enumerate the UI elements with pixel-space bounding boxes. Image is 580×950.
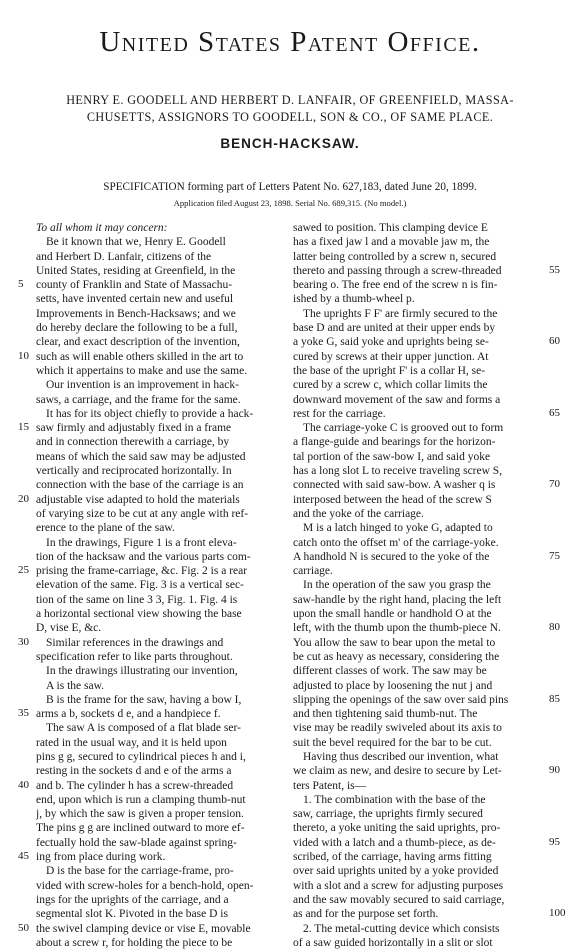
text-line: saw firmly and adjustably fixed in a frame [36, 422, 232, 435]
text-line: which it appertains to make and use the same. [36, 364, 248, 377]
text-line: resting in the sockets d and e of the arms a [36, 765, 232, 778]
text-line: prising the frame-carriage, &c. Fig. 2 is a rear [36, 565, 248, 578]
text-line: adjusted to place by loosening the nut j and [293, 679, 493, 692]
text-line: clear, and exact description of the invention, [36, 336, 240, 349]
text-line: such as will enable others skilled in the art to [36, 350, 244, 363]
text-line: scribed, of the carriage, having arms fitting [293, 851, 492, 864]
line-number: 15 [18, 421, 29, 434]
invention-title: BENCH-HACKSAW. [220, 136, 360, 151]
text-line: a yoke G, said yoke and uprights being se- [293, 336, 489, 349]
text-line: has a long slot L to receive traveling screw S, [293, 465, 503, 478]
text-line: about a screw r, for holding the piece to be [36, 936, 233, 949]
text-line: carriage. [293, 565, 333, 578]
text-line: we claim as new, and desire to secure by Let- [293, 765, 502, 778]
left-text-column [36, 221, 284, 950]
text-line: upon the small handle or handhold O at the [293, 608, 492, 621]
text-line: elevation of the same. Fig. 3 is a vertical sec- [36, 579, 244, 592]
text-line: saw, carriage, the uprights firmly secured [293, 808, 483, 821]
text-line: Having thus described our invention, what [303, 750, 499, 763]
text-line: suit the bevel required for the bar to be cut. [293, 736, 492, 749]
line-number: 5 [18, 278, 24, 291]
text-line: ing from place during work. [36, 851, 166, 864]
text-line: thereto and passing through a screw-threaded [293, 264, 502, 277]
inventors-line-2: CHUSETTS, ASSIGNORS TO GOODELL, SON & CO., OF SAME PLACE. [86, 110, 494, 124]
text-line: left, with the thumb upon the thumb-piece N. [293, 622, 501, 635]
text-line: vided with screw-holes for a bench-hold, open- [36, 879, 254, 892]
text-line: and the yoke of the carriage. [293, 507, 424, 520]
text-line: and the saw movably secured to said carriage, [293, 893, 505, 906]
text-line: tal portion of the saw-bow I, and said yoke [293, 450, 491, 463]
text-line: In the operation of the saw you grasp the [303, 579, 491, 592]
text-line: downward movement of the saw and forms a [293, 393, 501, 406]
line-number: 55 [549, 263, 560, 276]
text-line: as and for the purpose set forth. [293, 908, 439, 921]
text-line: be cut as heavy as necessary, considering the [293, 650, 500, 663]
text-line: thereto, a yoke uniting the said uprights, pro- [293, 822, 501, 835]
text-line: M is a latch hinged to yoke G, adapted to [303, 522, 493, 535]
text-line: adjustable vise adapted to hold the materials [36, 493, 240, 506]
text-line: county of Franklin and State of Massachu- [36, 279, 233, 292]
text-line: You allow the saw to bear upon the metal to [293, 636, 496, 649]
line-number: 65 [549, 406, 560, 419]
text-line: sawed to position. This clamping device E [293, 222, 488, 234]
text-line: 2. The metal-cutting device which consists [303, 922, 500, 935]
line-number: 45 [18, 850, 29, 863]
text-line: Our invention is an improvement in hack- [46, 379, 239, 392]
text-line: Improvements in Bench-Hacksaws; and we [36, 307, 236, 320]
text-line: setts, have invented certain new and useful [36, 293, 234, 306]
text-line: In the drawings illustrating our invention, [46, 665, 238, 678]
text-line: has a fixed jaw l and a movable jaw m, the [293, 236, 490, 249]
text-line: Be it known that we, Henry E. Goodell [46, 236, 226, 249]
text-line: ters Patent, is— [293, 779, 367, 792]
line-number: 100 [549, 907, 566, 920]
line-number: 30 [18, 635, 29, 648]
text-line: vided with a latch and a thumb-piece, as de- [293, 836, 496, 849]
line-number: 60 [549, 335, 560, 348]
text-line: D, vise E, &c. [36, 622, 102, 635]
specification-line: SPECIFICATION forming part of Letters Patent No. 627,183, dated June 20, 1899. [103, 181, 477, 193]
text-line: D is the base for the carriage-frame, pro- [46, 865, 234, 878]
line-number: 90 [549, 764, 560, 777]
text-line: means of which the said saw may be adjusted [36, 450, 246, 463]
text-line: The saw A is composed of a flat blade ser- [46, 722, 241, 735]
line-number: 70 [549, 478, 560, 491]
text-line: erence to the plane of the saw. [36, 522, 175, 535]
text-line: latter being controlled by a screw n, secured [293, 250, 497, 263]
text-line: the base of the upright F' is a collar H, se- [293, 364, 486, 377]
text-line: bearing o. The free end of the screw n is fin- [293, 279, 498, 292]
text-line: j, by which the saw is given a proper tension. [36, 808, 244, 821]
text-line: a horizontal sectional view showing the base [36, 608, 242, 621]
text-line: and Herbert D. Lanfair, citizens of the [36, 250, 212, 263]
text-line: In the drawings, Figure 1 is a front eleva- [46, 536, 237, 549]
text-line: To all whom it may concern: [36, 222, 168, 234]
text-line: The carriage-yoke C is grooved out to form [303, 422, 504, 435]
text-line: base D and are united at their upper ends by [293, 322, 496, 335]
text-line: end, upon which is run a clamping thumb-nut [36, 793, 246, 806]
text-line: with a slot and a screw for adjusting purposes [293, 879, 504, 892]
line-number: 80 [549, 621, 560, 634]
inventors-block [40, 92, 540, 126]
text-line: segmental slot K. Pivoted in the base D is [36, 908, 228, 921]
line-number: 25 [18, 564, 29, 577]
line-number: 50 [18, 921, 29, 934]
text-line: and then tightening said thumb-nut. The [293, 708, 478, 721]
text-line: vise may be readily swiveled about its axis to [293, 722, 502, 735]
text-line: connected with said saw-bow. A washer q is [293, 479, 496, 492]
text-line: rated in the usual way, and it is held upon [36, 736, 227, 749]
text-line: the swivel clamping device or vise E, movable [36, 922, 251, 935]
text-line: ished by a thumb-wheel p. [293, 293, 415, 306]
text-line: over said uprights united by a yoke provided [293, 865, 499, 878]
line-number: 20 [18, 492, 29, 505]
patent-office-heading: United States Patent Office. [99, 26, 481, 58]
line-number: 10 [18, 349, 29, 362]
text-line: 1. The combination with the base of the [303, 793, 486, 806]
text-line: It has for its object chiefly to provide a hack- [46, 407, 254, 420]
line-number: 40 [18, 778, 29, 791]
text-line: different classes of work. The saw may be [293, 665, 487, 678]
text-line: catch onto the offset m' of the carriage-yoke. [293, 536, 499, 549]
text-line: connection with the base of the carriage is an [36, 479, 244, 492]
text-line: rest for the carriage. [293, 407, 386, 420]
line-number: 75 [549, 549, 560, 562]
line-number: 95 [549, 835, 560, 848]
text-line: ings for the uprights of the carriage, and a [36, 893, 229, 906]
text-line: Similar references in the drawings and [46, 636, 224, 649]
text-line: saw-handle by the right hand, placing the left [293, 593, 502, 606]
line-number: 85 [549, 692, 560, 705]
text-line: pins g g, secured to cylindrical pieces h and i, [36, 750, 246, 763]
text-line: do hereby declare the following to be a full, [36, 322, 238, 335]
text-line: The pins g g are inclined outward to more ef- [36, 822, 245, 835]
right-text-column [293, 221, 543, 950]
text-line: fectually hold the saw-blade against spring- [36, 836, 237, 849]
text-line: tion of the same on line 3 3, Fig. 1. Fig. 4 is [36, 593, 238, 606]
inventors-line-1: HENRY E. GOODELL AND HERBERT D. LANFAIR, OF GREENFIELD, MASSA- [66, 93, 514, 107]
text-line: of a saw guided horizontally in a slit or slot [293, 936, 493, 949]
text-line: A handhold N is secured to the yoke of the [293, 550, 490, 563]
text-line: A is the saw. [46, 679, 105, 692]
text-line: saws, a carriage, and the frame for the same. [36, 393, 241, 406]
text-line: tion of the hacksaw and the various parts com- [36, 550, 251, 563]
text-line: slipping the openings of the saw over said pins [293, 693, 509, 706]
text-line: cured by a screw c, which collar limits the [293, 379, 488, 392]
line-number: 35 [18, 707, 29, 720]
text-line: a flange-guide and bearings for the horizon- [293, 436, 496, 449]
text-line: The uprights F F' are firmly secured to the [303, 307, 498, 320]
text-line: and b. The cylinder h has a screw-threaded [36, 779, 234, 792]
text-line: B is the frame for the saw, having a bow I, [46, 693, 242, 706]
text-line: specification refer to like parts throughout. [36, 650, 233, 663]
text-line: United States, residing at Greenfield, in the [36, 264, 236, 277]
text-line: of varying size to be cut at any angle with ref- [36, 507, 249, 520]
text-line: and in connection therewith a carriage, by [36, 436, 230, 449]
text-line: interposed between the head of the screw S [293, 493, 492, 506]
application-line: Application filed August 23, 1898. Serial No. 689,315. (No model.) [173, 198, 407, 208]
text-line: vertically and reciprocated horizontally. In [36, 465, 232, 478]
text-line: cured by screws at their upper junction. At [293, 350, 489, 363]
text-line: arms a b, sockets d e, and a handpiece f. [36, 708, 221, 721]
